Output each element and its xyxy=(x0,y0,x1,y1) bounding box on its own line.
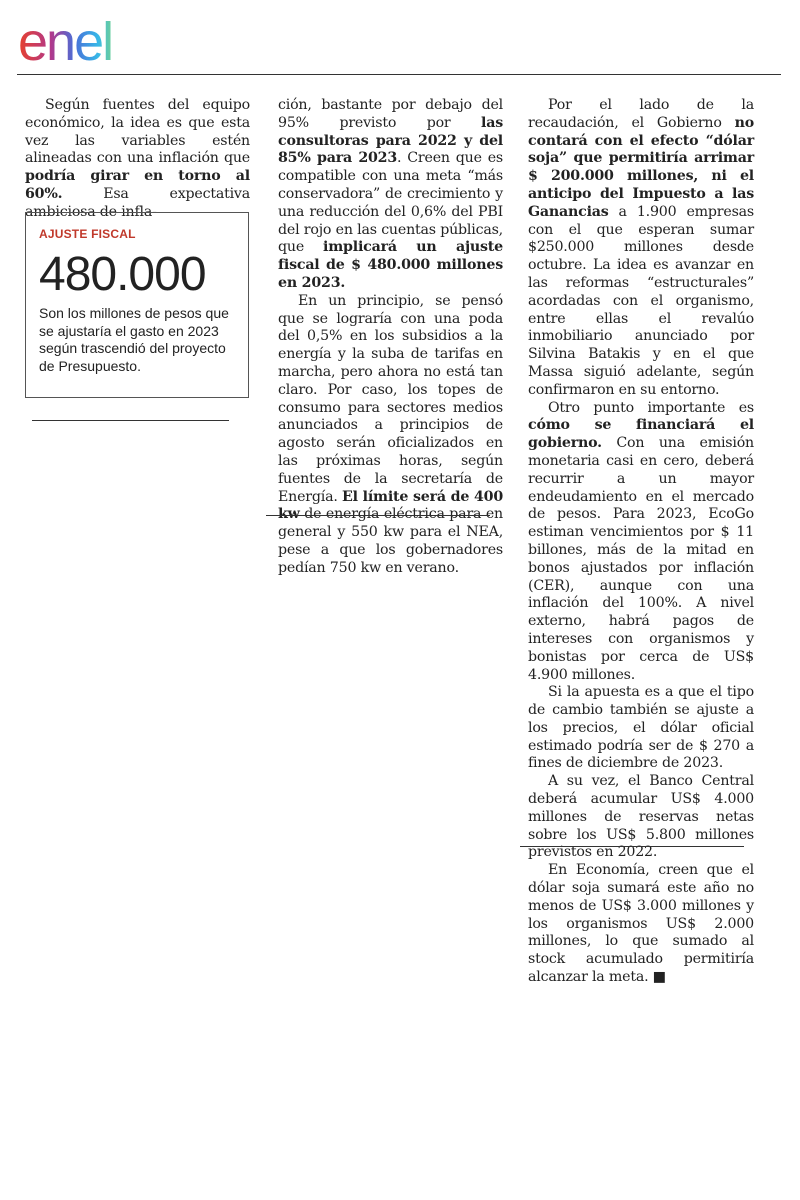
paragraph: A su vez, el Banco Central deberá acumular US$ 4.000 millones de reservas netas sobre los US$ 5.800 millones previstos en 2022. xyxy=(528,773,754,861)
paragraph: En Economía, creen que el dólar soja sumará este año no menos de US$ 3.000 millones y los organismos US$ 2.000 millones, lo que sumado al stock acumulado permitiría alcanzar la meta. ■ xyxy=(528,862,754,986)
column-divider xyxy=(32,420,229,421)
box-number: 480.000 xyxy=(39,248,206,301)
article-column-2 xyxy=(278,97,503,578)
article-column-3 xyxy=(528,97,754,987)
article-column-1 xyxy=(25,97,250,222)
end-mark: ■ xyxy=(652,969,666,986)
paragraph: En un principio, se pensó que se lograría con una poda del 0,5% en los subsidios a la energía y la suba de tarifas en marcha, pero ahora no está tan claro. Por caso, los topes de consumo para sectores medios anunciados a principios de agosto serán oficializados en las próximas horas, según fuentes de la secretaría de Energía. El límite será de 400 kw de energía eléctrica para en general y 550 kw para el NEA, pese a que los gobernadores pedían 750 kw en verano. xyxy=(278,292,503,576)
paragraph: Según fuentes del equipo económico, la idea es que esta vez las variables estén alineadas con una inflación que podría girar en torno al 60%. Esa expectativa ambiciosa de infla- xyxy=(25,97,250,220)
paragraph: ción, bastante por debajo del 95% previsto por las consultoras para 2022 y del 85% para 2023. Creen que es compatible con una meta “más conservadora” de crecimiento y una reducción del 0,6% del PBI del rojo en las cuentas públicas, que implicará un ajuste fiscal de $ 480.000 millones en 2023. xyxy=(278,97,503,291)
paragraph: Otro punto importante es cómo se financiará el gobierno. Con una emisión monetaria casi en cero, deberá recurrir a un mayor endeudamiento en el mercado de pesos. Para 2023, EcoGo estiman vencimientos por $ 11 billones, más de la mitad en bonos ajustados por inflación (CER), aunque con una inflación del 100%. A nivel externo, habrá pagos de intereses con organismos y bonistas por cerca de US$ 4.900 millones. xyxy=(528,399,754,683)
box-label: AJUSTE FISCAL xyxy=(39,227,136,241)
highlight-box xyxy=(25,212,249,398)
paragraph: Si la apuesta es a que el tipo de cambio también se ajuste a los precios, el dólar oficial estimado podría ser de $ 270 a fines de diciembre de 2023. xyxy=(528,684,754,772)
logo-text: enel xyxy=(18,12,113,66)
box-description: Son los millones de pesos que se ajustaría el gasto en 2023 según trascendió del proyecto de Presupuesto. xyxy=(39,305,229,374)
paragraph: Por el lado de la recaudación, el Gobierno no contará con el efecto “dólar soja” que permitiría arrimar $ 200.000 millones, ni el anticipo del Impuesto a las Ganancias a 1.900 empresas con el que esperan sumar $250.000 millones desde octubre. La idea es avanzar en las reformas “estructurales” acordadas con el organismo, entre ellas el revalúo inmobiliario anunciado por Silvina Batakis y en el que Massa siguió adelante, según confirmaron en su entorno. xyxy=(528,97,754,398)
enel-logo xyxy=(18,10,168,66)
header-divider xyxy=(17,74,781,75)
column-divider xyxy=(266,515,490,516)
column-divider xyxy=(520,846,744,847)
